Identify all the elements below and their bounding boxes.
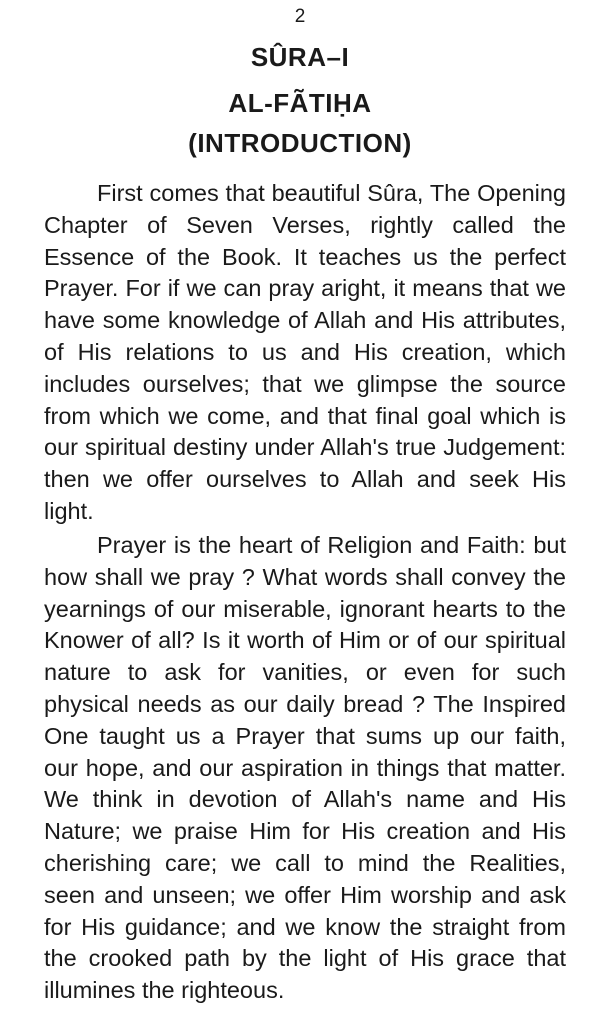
paragraph-1: First comes that beautiful Sûra, The Opening Chapter of Seven Verses, rightly called the Essence of the Book. It teaches us the perfect Prayer. For if we can pray aright, it means that we have some knowledge of Allah and His attributes, of His relations to us and His creation, which includes ourselves; that we glimpse the source from which we come, and that final goal which is our spiritual destiny under Allah's true Judgement: then we offer ourselves to Allah and seek His light. (44, 180, 566, 524)
section-heading: (INTRODUCTION) (188, 128, 412, 158)
page-number: 2 (294, 6, 306, 27)
sura-name-heading: AL-FÃTIḤA (228, 88, 372, 118)
paragraph-2: Prayer is the heart of Religion and Faith: but how shall we pray ? What words shall convey the yearnings of our miserable, ignorant hearts to the Knower of all? Is it worth of Him or of our spiritual nature to ask for vanities, or even for such physical needs as our daily bread ? The Inspired One taught us a Prayer that sums up our faith, our hope, and our aspiration in things that matter. We think in devotion of Allah's name and His Nature; we praise Him for His creation and His cherishing care; we call to mind the Realities, seen and unseen; we offer Him worship and ask for His guidance; and we know the straight from the crooked path by the light of His grace that illumines the righteous. (44, 532, 566, 1004)
sura-number-heading: SÛRA–I (250, 42, 350, 72)
